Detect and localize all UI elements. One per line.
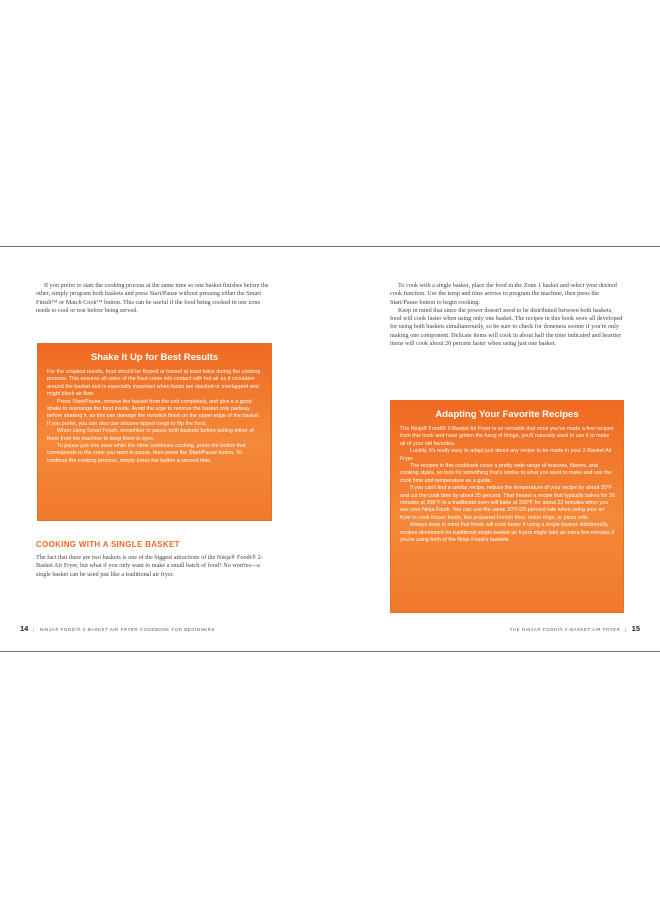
callout-paragraph: When using Smart Finish, remember to pause both baskets before pulling either of them from the machine to keep them in sync. — [47, 428, 254, 442]
footer-separator: | — [33, 627, 35, 632]
left-page — [36, 282, 270, 315]
right-page — [390, 282, 623, 348]
shake-it-up-callout — [37, 343, 272, 521]
callout-title: Adapting Your Favorite Recipes — [435, 409, 579, 420]
running-footer: THE NINJA® FOODI® 2-BASKET AIR FRYER — [509, 627, 621, 632]
callout-paragraph: For the crispiest results, food should be flipped or tossed at least twice during the cooking process. This ensures all sides of the food come into contact with hot air as it circulates around the basket and is especially important when foods are stacked or overlapped and might block air flow. — [47, 369, 261, 398]
left-intro-paragraph: If you prefer to start the cooking process at the same time so one basket finishes before the other, simply program both baskets and press Start/Pause without pressing either the Smart Finish™ or Match Cook™ button. This can be useful if the food being cooked in one zone needs to cool or rest before being served. — [36, 282, 269, 314]
page-number: 14 — [20, 624, 29, 633]
running-footer: NINJA® FOODI® 2-BASKET AIR FRYER COOKBOOK FOR BEGINNERS — [39, 627, 215, 632]
callout-paragraph: The recipes in this cookbook cover a pretty wide range of textures, flavors, and cooking styles, so look for something that's similar to what you want to make and use the cook time and temperature as a guide. — [400, 463, 612, 484]
footer-separator: | — [625, 627, 627, 632]
section-heading: COOKING WITH A SINGLE BASKET — [36, 540, 180, 549]
callout-paragraph: To pause just one zone while the other continues cooking, press the button that corresponds to the zone you want to pause, then press the Start/Pause button. To continue the cooking process, simply press the button a second time. — [47, 443, 246, 464]
callout-paragraph: Press Start/Pause, remove the basket from the unit completely, and give it a good shake to rearrange the food inside. Avoid the urge to remove the basket only partway before shaking it, as this can damage the nonstick finish on the upper edge of the basket. If you prefer, you can also use silicone-tipped tongs to flip the food. — [47, 398, 260, 427]
section-paragraph: The fact that there are two baskets is one of the biggest attractions of the Ninja® Foodi® 2-Basket Air Fryer, but what if you only want to make a small batch of food? No worries—a single basket can be used just like a traditional air fryer. — [36, 554, 263, 578]
book-spread — [0, 246, 660, 652]
adapting-recipes-callout — [390, 400, 624, 613]
callout-body — [391, 426, 623, 545]
right-paragraph-1: To cook with a single basket, place the food in the Zone 1 basket and select your desired cook function. Use the temp and time arrows to program the machine, then press the Start/Pause button to begin cooking. — [390, 282, 617, 306]
page-number: 15 — [631, 624, 640, 633]
single-basket-section — [36, 540, 270, 579]
callout-paragraph: Luckily, it's really easy to adapt just about any recipe to be made in your 2-Basket Air Fryer. — [400, 448, 612, 462]
left-footer — [20, 624, 215, 633]
callout-paragraph: Always keep in mind that foods will cook faster if using a single basket. Additionally, recipes developed for traditional single-basket air fryers might take an extra few minutes if you're using both of the Ninja Foodi's baskets. — [400, 522, 614, 544]
callout-title: Shake It Up for Best Results — [90, 352, 219, 363]
callout-paragraph: The Ninja® Foodi® 2-Basket Air Fryer is so versatile that once you've made a few recipes from this book and have gotten the hang of things, you'll naturally want to use it to make all of your old favorites. — [400, 426, 614, 447]
right-footer — [510, 624, 640, 633]
right-paragraph-2: Keep in mind that since the power doesn't need to be distributed between both baskets, food will cook faster when using only one basket. The recipes in this book were all developed for using both baskets simultaneously, so be sure to check for doneness sooner if you're only making one component. Delicate items will cook in about half the time indicated and heartier items will cook about 20 percent faster when using just one basket. — [390, 306, 623, 348]
callout-paragraph: If you can't find a similar recipe, reduce the temperature of your recipe by about 20°F and cut the cook time by about 25 percent. That means a recipe that typically bakes for 30 minutes at 350°F in a traditional oven will bake at 330°F for about 22 minutes when you use your Ninja Foodi. You can use the same 20°F/25-percent rule when using your air fryer to cook frozen foods, like prepared French fries, onion rings, or pizza rolls. — [400, 485, 615, 521]
callout-body — [38, 369, 271, 465]
